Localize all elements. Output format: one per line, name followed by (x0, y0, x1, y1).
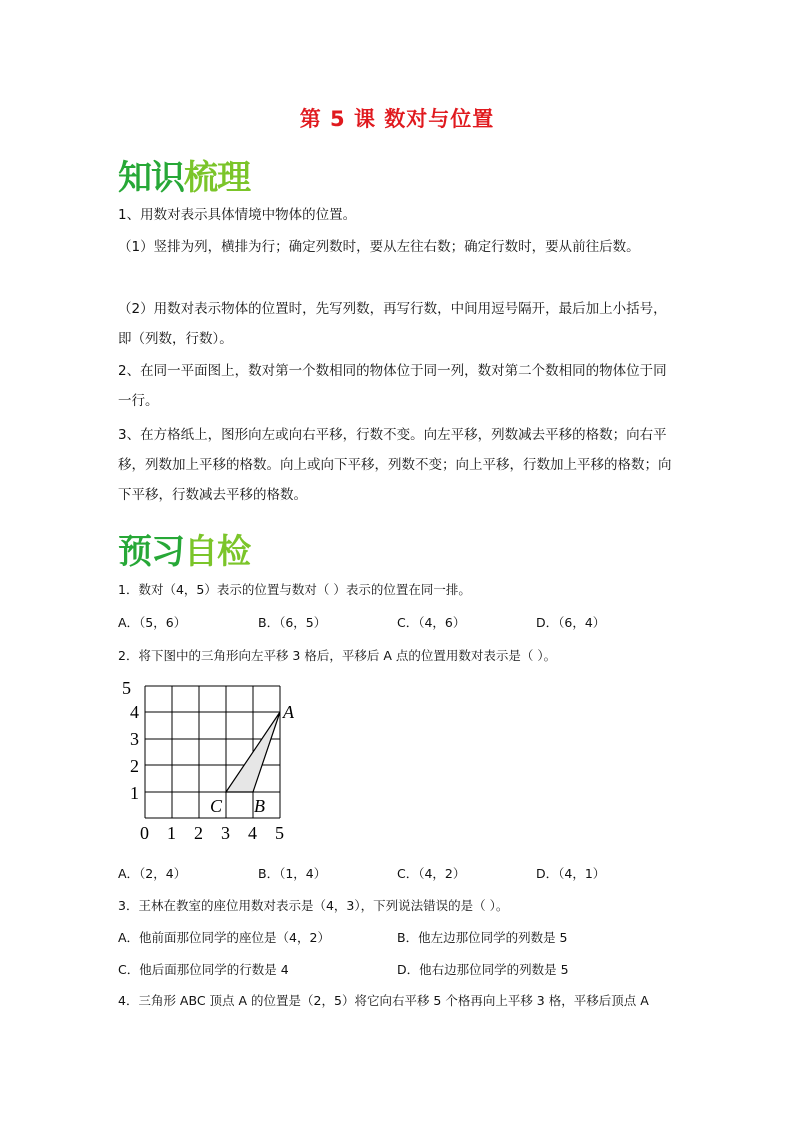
q2-option-a[interactable]: A．（2，4） (118, 866, 187, 881)
q1-option-d[interactable]: D．（6，4） (536, 615, 606, 630)
q2-option-d[interactable]: D．（4，1） (536, 866, 606, 881)
page-title: 第 5 课 数对与位置 (299, 107, 495, 131)
knowledge-point-1-2: （2）用数对表示物体的位置时，先写列数，再写行数，中间用逗号隔开，最后加上小括号，即（列数，行数）。 (118, 301, 667, 347)
q1-option-c[interactable]: C．（4，6） (397, 615, 466, 630)
y-tick: 4 (130, 702, 139, 722)
banner-part1: 知识 (118, 158, 184, 198)
section-banner-preview (118, 524, 250, 573)
question-2-stem: 2．将下图中的三角形向左平移 3 格后，平移后 A 点的位置用数对表示是（ ）。 (118, 648, 557, 663)
point-b-label: B (254, 796, 265, 816)
q3-option-a[interactable]: A．他前面那位同学的座位是（4，2） (118, 930, 330, 945)
x-tick: 2 (194, 823, 203, 843)
y-tick: 3 (130, 729, 139, 749)
question-3-stem: 3．王林在教室的座位用数对表示是（4，3），下列说法错误的是（ ）。 (118, 898, 509, 913)
q3-option-b[interactable]: B．他左边那位同学的列数是 5 (397, 930, 568, 945)
question-1-stem: 1．数对（4，5）表示的位置与数对（ ）表示的位置在同一排。 (118, 582, 471, 597)
x-tick: 5 (275, 823, 284, 843)
banner-part2: 梳理 (184, 158, 250, 198)
q3-option-d[interactable]: D．他右边那位同学的列数是 5 (397, 962, 569, 977)
section-banner-knowledge (118, 150, 250, 199)
point-a-label: A (283, 702, 294, 722)
knowledge-point-1-1: （1）竖排为列，横排为行；确定列数时，要从左往右数；确定行数时，要从前往后数。 (118, 239, 640, 255)
q1-option-b[interactable]: B．（6，5） (258, 615, 327, 630)
knowledge-point-2: 2、在同一平面图上，数对第一个数相同的物体位于同一列，数对第二个数相同的物体位于同一行。 (118, 363, 667, 409)
x-tick: 0 (140, 823, 149, 843)
banner-part2: 自检 (184, 532, 250, 572)
point-c-label: C (210, 796, 223, 816)
q2-option-b[interactable]: B．（1，4） (258, 866, 327, 881)
y-tick: 1 (130, 783, 139, 803)
q2-option-c[interactable]: C．（4，2） (397, 866, 466, 881)
question-4-stem: 4．三角形 ABC 顶点 A 的位置是（2，5）将它向右平移 5 个格再向上平移 3 格，平移后顶点 A (118, 993, 649, 1008)
q3-option-c[interactable]: C．他后面那位同学的行数是 4 (118, 962, 289, 977)
x-tick: 1 (167, 823, 176, 843)
banner-part1: 预习 (118, 532, 184, 572)
y-tick: 2 (130, 756, 139, 776)
x-tick: 3 (221, 823, 230, 843)
knowledge-point-1: 1、用数对表示具体情境中物体的位置。 (118, 207, 357, 223)
q1-option-a[interactable]: A．（5，6） (118, 615, 187, 630)
y-tick: 5 (122, 678, 131, 698)
x-tick: 4 (248, 823, 257, 843)
knowledge-point-3: 3、在方格纸上，图形向左或向右平移，行数不变。向左平移，列数减去平移的格数；向右平移，列数加上平移的格数。向上或向下平移，列数不变；向上平移，行数加上平移的格数；向下平移，行数减去平移的格数。 (118, 427, 672, 503)
grid-figure (118, 672, 308, 844)
